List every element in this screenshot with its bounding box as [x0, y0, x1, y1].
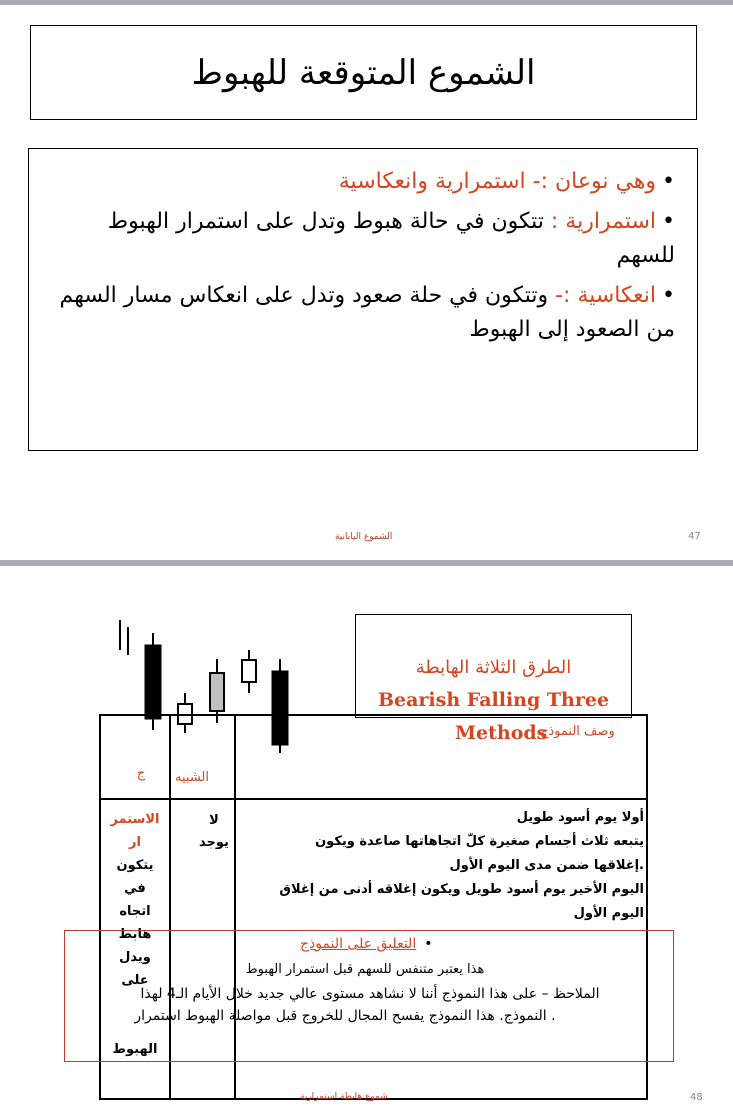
slide-divider: [0, 560, 733, 566]
bullet-types: [51, 165, 675, 199]
description-block: [240, 806, 644, 926]
description-line: اليوم الأول: [573, 906, 644, 921]
slide2-footer: شموع هابطة استمرارية: [300, 1092, 388, 1102]
bullet-dot: •: [662, 209, 675, 234]
pattern-name-english-2: Methods: [455, 722, 548, 744]
description-line: أولا يوم أسود طويل: [516, 810, 644, 825]
pattern-name-english: Bearish Falling Three: [377, 689, 610, 711]
comment-line-3: . النموذج. هذا النموذج يفسح المجال للخروج قبل مواصلة الهبوط استمرار: [134, 1008, 556, 1024]
slide1-footer: الشموع اليابانية: [335, 532, 393, 542]
type-line: ار: [129, 835, 141, 850]
similar-value: [198, 810, 230, 854]
bullet-types-label: وهي نوعان :- استمرارية وانعكاسية: [338, 169, 657, 194]
type-line: ويدل: [119, 950, 151, 965]
comment-title: [300, 936, 432, 952]
bullet-dot: •: [662, 169, 675, 194]
top-divider: [0, 0, 733, 5]
header-type: ج: [136, 766, 146, 781]
table-header-divider: [99, 798, 648, 800]
type-line: الهبوط: [112, 1042, 158, 1057]
bullet-dot: •: [662, 283, 675, 308]
type-line: على: [121, 973, 149, 988]
comment-line-1: هذا يعتبر متنفس للسهم قبل استمرار الهبوط: [245, 962, 485, 977]
header-similar: الشبيه: [175, 770, 209, 785]
bullet-continuation: [51, 205, 675, 273]
bullet-continuation-text: تتكون في حالة هبوط وتدل على استمرار الهبوط للسهم: [107, 209, 675, 268]
description-line: اليوم الأخير يوم أسود طويل ويكون إغلاقه أدنى من إغلاق: [279, 882, 644, 897]
type-line: اتجاه: [119, 904, 151, 919]
candle-small-white-2: [242, 650, 256, 693]
slide-title: الشموع المتوقعة للهبوط: [191, 53, 536, 93]
bullet-reversal-text: وتتكون في حلة صعود وتدل على انعكاس مسار السهم من الصعود إلى الهبوط: [59, 283, 675, 342]
slide2-page-number: 48: [690, 1092, 703, 1103]
similar-line: يوجد: [199, 835, 229, 850]
bullet-reversal: [51, 279, 675, 347]
type-line: يتكون: [116, 858, 154, 873]
description-line: .إغلاقها ضمن مدى اليوم الأول: [449, 858, 644, 873]
pattern-title-box: [355, 614, 632, 718]
type-line: هابط: [118, 927, 152, 942]
similar-line: لا: [209, 813, 219, 828]
table-top-border: [99, 714, 648, 716]
bullet-reversal-label: انعكاسية :-: [555, 283, 657, 308]
content-box: [28, 148, 698, 451]
type-line: الاستمر: [110, 812, 160, 827]
bullet-continuation-label: استمرارية :: [550, 209, 657, 234]
description-line: يتبعه ثلاث أجسام صغيرة كلّ اتجاهاتها صاعدة ويكون: [315, 834, 644, 849]
slide1-page-number: 47: [688, 531, 701, 542]
comment-line-2: الملاحظ – على هذا النموذج أننا لا نشاهد مستوى عالي جديد خلال الأيام الـ4 لهذا: [140, 986, 600, 1002]
comment-title-text: التعليق على النموذج: [300, 936, 417, 952]
header-description: وصف النموذج: [540, 724, 615, 739]
pattern-name-arabic: الطرق الثلاثة الهابطة: [415, 657, 572, 678]
slide-title-box: [30, 25, 697, 120]
comment-bullet: •: [424, 936, 433, 952]
type-line: في: [124, 881, 146, 896]
